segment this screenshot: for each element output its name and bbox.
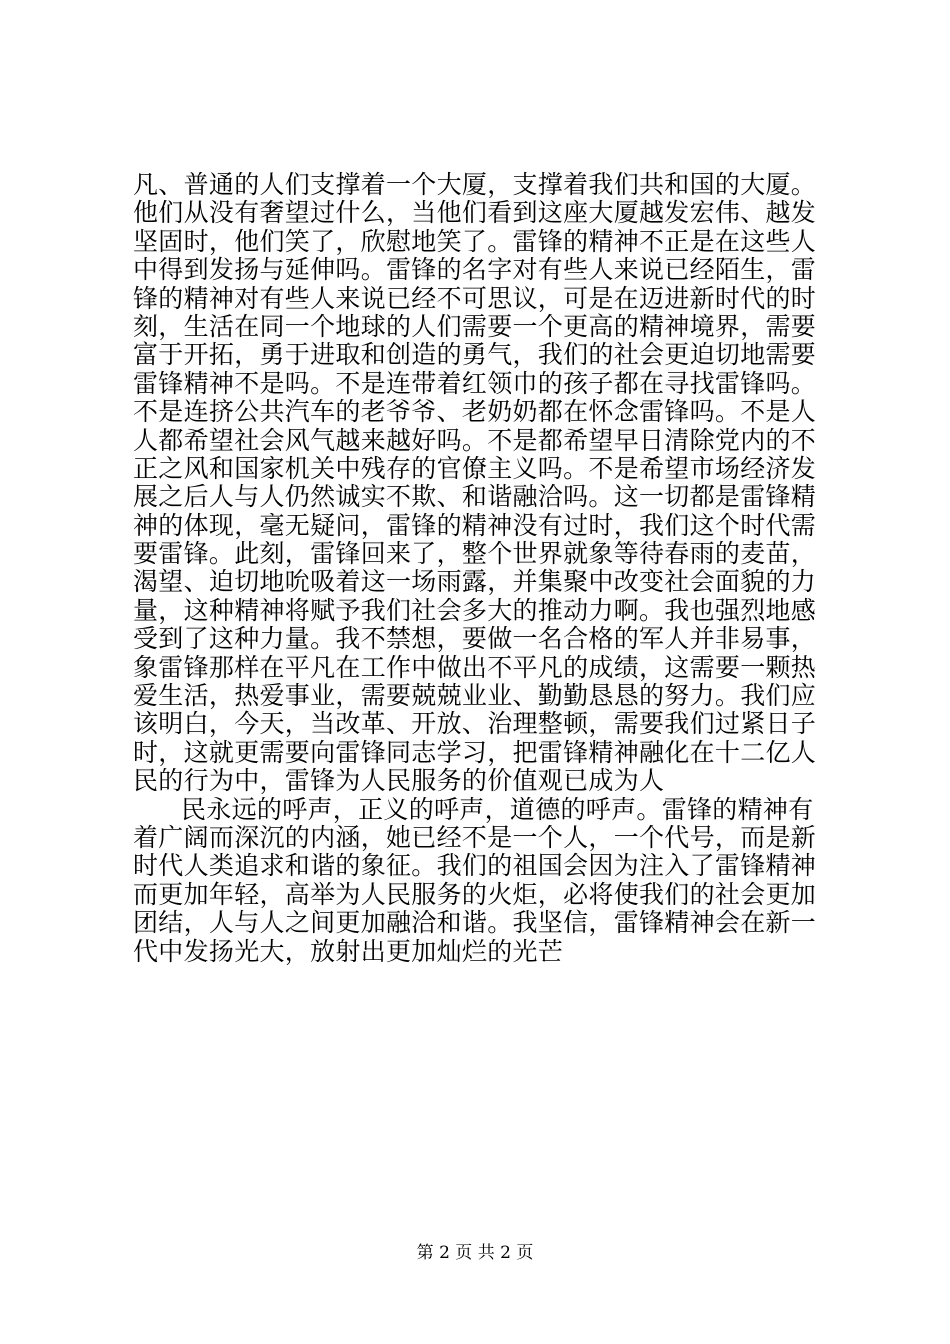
- text-line: 锋的精神对有些人来说已经不可思议，可是在迈进新时代的时: [133, 283, 817, 313]
- text-line: 代中发扬光大，放射出更加灿烂的光芒: [133, 936, 564, 966]
- text-line: 时代人类追求和谐的象征。我们的祖国会因为注入了雷锋精神: [133, 851, 817, 881]
- text-line: 民的行为中，雷锋为人民服务的价值观已成为人: [133, 766, 665, 796]
- paragraph-first-line: 民永远的呼声，正义的呼声，道德的呼声。雷锋的精神有: [181, 794, 814, 824]
- text-line: 渴望、迫切地吮吸着这一场雨露，并集聚中改变社会面貌的力: [133, 567, 817, 597]
- text-line: 受到了这种力量。我不禁想，要做一名合格的军人并非易事，: [133, 624, 817, 654]
- page-number-footer: 第 2 页 共 2 页: [416, 1243, 534, 1263]
- text-line: 他们从没有奢望过什么，当他们看到这座大厦越发宏伟、越发: [133, 198, 817, 228]
- text-line: 正之风和国家机关中残存的官僚主义吗。不是希望市场经济发: [133, 453, 817, 483]
- text-line: 象雷锋那样在平凡在工作中做出不平凡的成绩，这需要一颗热: [133, 652, 817, 682]
- text-line: 雷锋精神不是吗。不是连带着红领巾的孩子都在寻找雷锋吗。: [133, 368, 817, 398]
- text-line: 团结，人与人之间更加融洽和谐。我坚信，雷锋精神会在新一: [133, 908, 817, 938]
- text-line: 刻，生活在同一个地球的人们需要一个更高的精神境界，需要: [133, 311, 817, 341]
- text-line: 而更加年轻，高举为人民服务的火炬，必将使我们的社会更加: [133, 879, 817, 909]
- text-line: 量，这种精神将赋予我们社会多大的推动力啊。我也强烈地感: [133, 595, 817, 625]
- text-line: 该明白，今天，当改革、开放、治理整顿，需要我们过紧日子: [133, 709, 817, 739]
- text-line: 不是连挤公共汽车的老爷爷、老奶奶都在怀念雷锋吗。不是人: [133, 397, 817, 427]
- text-line: 时，这就更需要向雷锋同志学习，把雷锋精神融化在十二亿人: [133, 737, 817, 767]
- text-line: 神的体现，毫无疑问，雷锋的精神没有过时，我们这个时代需: [133, 510, 817, 540]
- text-line: 爱生活，热爱事业，需要兢兢业业、勤勤恳恳的努力。我们应: [133, 681, 817, 711]
- text-line: 展之后人与人仍然诚实不欺、和谐融洽吗。这一切都是雷锋精: [133, 482, 817, 512]
- body-text: [133, 171, 833, 966]
- text-line: 中得到发扬与延伸吗。雷锋的名字对有些人来说已经陌生，雷: [133, 255, 817, 285]
- text-line: 坚固时，他们笑了，欣慰地笑了。雷锋的精神不正是在这些人: [133, 226, 817, 256]
- text-line: 要雷锋。此刻，雷锋回来了，整个世界就象等待春雨的麦苗，: [133, 539, 817, 569]
- text-line: 人都希望社会风气越来越好吗。不是都希望早日清除党内的不: [133, 425, 817, 455]
- text-line: 凡、普通的人们支撑着一个大厦，支撑着我们共和国的大厦。: [133, 170, 817, 199]
- text-line: 着广阔而深沉的内涵，她已经不是一个人，一个代号，而是新: [133, 822, 817, 852]
- text-line: 富于开拓，勇于进取和创造的勇气，我们的社会更迫切地需要: [133, 340, 817, 370]
